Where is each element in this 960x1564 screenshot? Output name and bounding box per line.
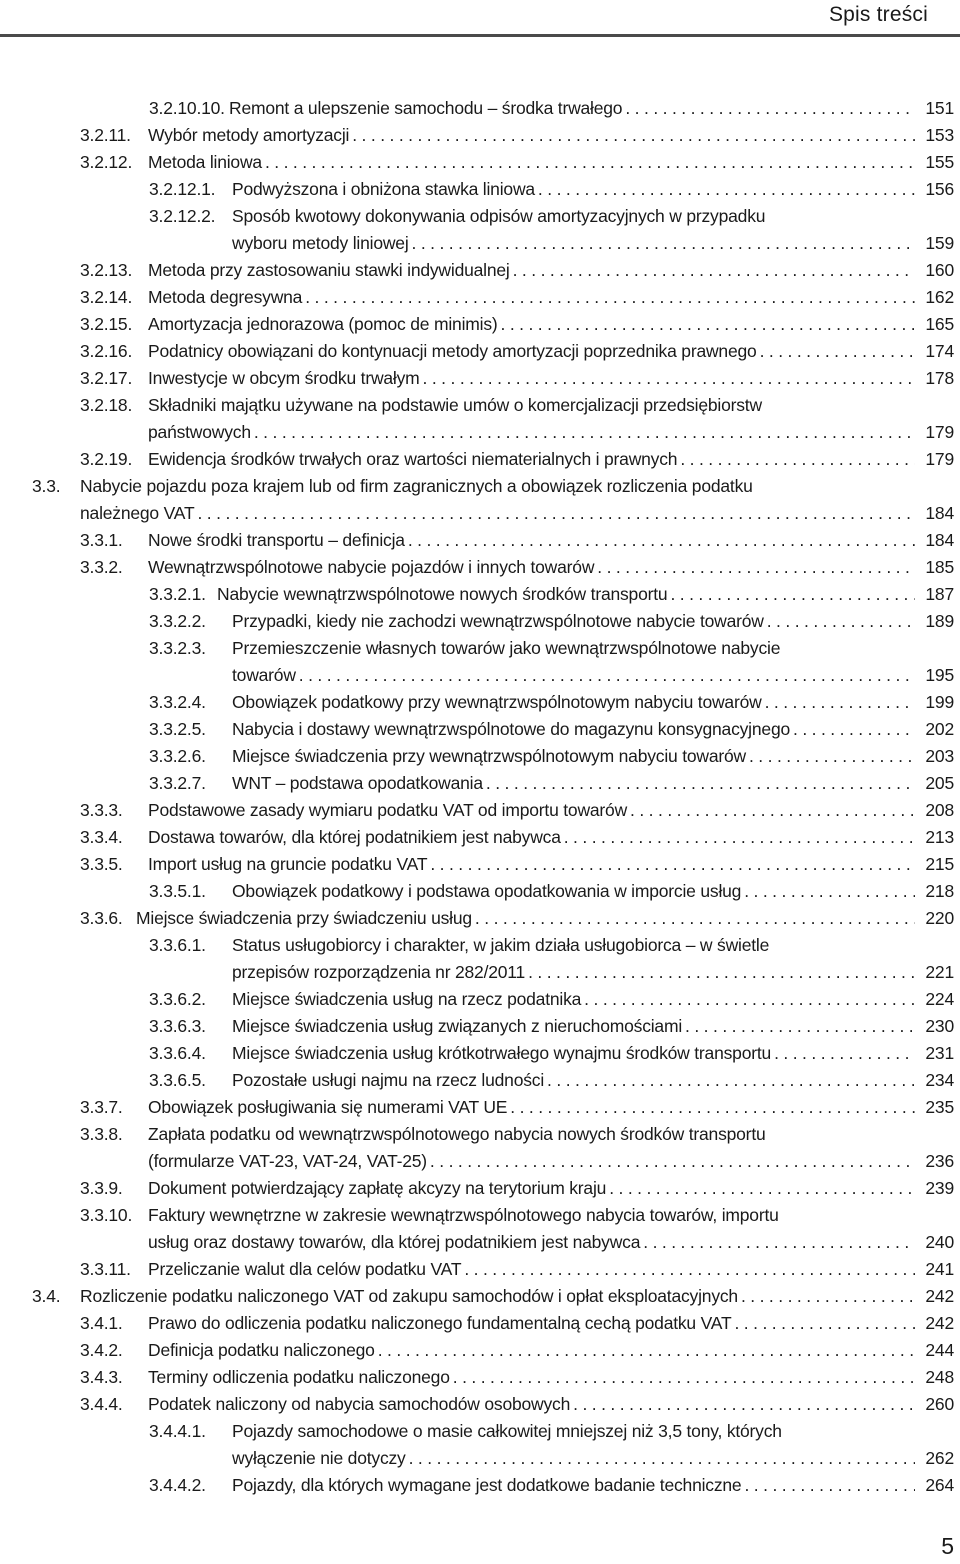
dot-leader [528,959,915,986]
toc-entry-number: 3.3.5.1. [149,881,206,901]
toc-entry-page: 174 [925,341,954,361]
toc-entry[interactable] [149,878,954,905]
toc-entry-title: Obowiązek posługiwania się numerami VAT UE [148,1097,508,1117]
toc-entry-number: 3.3. [32,476,61,496]
toc-entry-title-continued: należnego VAT [80,502,195,523]
dot-leader [423,365,915,392]
toc-entry-page: 195 [925,664,954,685]
dot-leader [486,770,915,797]
toc-entry-number: 3.2.13. [80,260,133,280]
dot-leader [430,1148,915,1175]
toc-entry-title: Ewidencja środków trwałych oraz wartości niematerialnych i prawnych [148,449,678,469]
toc-entry-title-continued: wyłączenie nie dotyczy [232,1447,406,1468]
dot-leader [734,1310,915,1337]
toc-entry[interactable] [80,1121,954,1174]
toc-entry-number: 3.3.2.2. [149,611,206,631]
dot-leader [744,878,915,905]
toc-entry-page: 156 [925,179,954,199]
dot-leader [408,527,915,554]
toc-entry-page: 153 [925,125,954,145]
toc-entry-page: 224 [925,989,954,1009]
toc-entry[interactable] [80,284,954,311]
toc-entry-number: 3.3.1. [80,530,123,550]
toc-entry-page: 231 [925,1043,954,1063]
dot-leader [475,905,915,932]
toc-entry-page: 179 [925,421,954,442]
toc-entry[interactable] [149,581,954,608]
dot-leader [538,176,915,203]
toc-entry-page: 242 [925,1286,954,1306]
toc-entry-number: 3.3.6.4. [149,1043,206,1063]
dot-leader [510,1094,915,1121]
dot-leader [744,1472,915,1499]
toc-entry[interactable] [149,1418,954,1471]
toc-entry-number: 3.3.2.4. [149,692,206,712]
toc-entry-number: 3.3.10. [80,1205,133,1225]
dot-leader [305,284,915,311]
header-title: Spis treści [828,3,928,26]
dot-leader [352,122,915,149]
toc-entry-page: 184 [925,502,954,523]
toc-entry-title: WNT – podstawa opodatkowania [232,773,483,793]
toc-entry-page: 215 [925,854,954,874]
toc-entry[interactable] [80,1202,954,1255]
toc-entry[interactable] [149,1040,954,1067]
dot-leader [685,1013,915,1040]
toc-entry-page: 203 [925,746,954,766]
toc-entry-page: 236 [925,1150,954,1171]
toc-entry-title: Miejsce świadczenia usług związanych z nieruchomościami [232,1016,683,1036]
toc-entry-page: 189 [925,611,954,631]
toc-entry-title: Faktury wewnętrzne w zakresie wewnątrzwspólnotowego nabycia towarów, importu [148,1205,779,1225]
toc-entry[interactable] [149,770,954,797]
dot-leader [760,338,915,365]
toc-entry-title: Obowiązek podatkowy i podstawa opodatkowania w imporcie usług [232,881,742,901]
toc-entry-number: 3.4.4.1. [149,1421,206,1441]
toc-entry-number: 3.4. [32,1286,61,1306]
toc-entry[interactable] [80,554,954,581]
toc-entry-number: 3.3.9. [80,1178,123,1198]
toc-entry-title: Wewnątrzwspólnotowe nabycie pojazdów i innych towarów [148,557,595,577]
toc-entry-page: 187 [925,584,954,604]
toc-entry[interactable] [149,932,954,985]
toc-entry-number: 3.3.11. [80,1259,131,1279]
toc-entry-number: 3.3.2.6. [149,746,206,766]
dot-leader [767,608,915,635]
toc-entry[interactable] [149,635,954,688]
toc-entry-page: 165 [925,314,954,334]
toc-entry-page: 155 [925,152,954,172]
toc-entry-page: 179 [925,449,954,469]
toc-entry-title-continued: państwowych [148,421,251,442]
toc-entry[interactable] [80,311,954,338]
toc-entry-title: Pojazdy, dla których wymagane jest dodatkowe badanie techniczne [232,1475,742,1495]
toc-entry-number: 3.2.11. [80,125,131,145]
toc-entry-page: 162 [925,287,954,307]
dot-leader [197,500,915,527]
toc-entry-number: 3.3.8. [80,1124,123,1144]
dot-leader [749,743,915,770]
toc-entry-title-continued: przepisów rozporządzenia nr 282/2011 [232,961,526,982]
toc-entry-number: 3.2.12. [80,152,133,172]
toc-entry-page: 184 [925,530,954,550]
toc-entry[interactable] [149,95,954,122]
toc-entry-page: 213 [925,827,954,847]
toc-entry-page: 160 [925,260,954,280]
toc-entry-title: Import usług na gruncie podatku VAT [148,854,428,874]
toc-entry-number: 3.3.7. [80,1097,123,1117]
toc-entry-title-continued: (formularze VAT-23, VAT-24, VAT-25) [148,1150,427,1171]
toc-entry-number: 3.2.14. [80,287,133,307]
dot-leader [547,1067,915,1094]
toc-entry[interactable] [80,1364,954,1391]
toc-entry-page: 230 [925,1016,954,1036]
toc-entry-page: 151 [925,98,954,118]
toc-entry-page: 248 [925,1367,954,1387]
toc-entry[interactable] [80,446,954,473]
toc-entry[interactable] [80,149,954,176]
toc-entry-number: 3.2.18. [80,395,133,415]
toc-entry[interactable] [149,1472,954,1499]
toc-entry-title: Amortyzacja jednorazowa (pomoc de minimis) [148,314,498,334]
dot-leader [564,824,915,851]
toc-entry-page: 240 [925,1231,954,1252]
toc-entry-page: 185 [925,557,954,577]
toc-entry[interactable] [80,1310,954,1337]
toc-entry-title: Metoda przy zastosowaniu stawki indywidualnej [148,260,510,280]
toc-entry-number: 3.2.10.10. [149,98,225,118]
toc-entry[interactable] [80,1391,954,1418]
toc-entry[interactable] [80,1256,954,1283]
toc-entry-page: 205 [925,773,954,793]
toc-entry[interactable] [80,392,954,445]
dot-leader [625,95,915,122]
toc-entry-number: 3.3.6.2. [149,989,206,1009]
toc-entry-number: 3.4.4.2. [149,1475,206,1495]
toc-entry[interactable] [80,797,954,824]
toc-entry-page: 239 [925,1178,954,1198]
dot-leader [630,797,915,824]
dot-leader [774,1040,915,1067]
toc-entry-title: Nabycie wewnątrzwspólnotowe nowych środków transportu [217,584,668,604]
toc-entry-title: Terminy odliczenia podatku naliczonego [148,1367,450,1387]
toc-entry-number: 3.3.6.3. [149,1016,206,1036]
dot-leader [670,581,915,608]
toc-entry[interactable] [80,122,954,149]
toc-entry[interactable] [149,608,954,635]
toc-entry-title: Podatek naliczony od nabycia samochodów osobowych [148,1394,571,1414]
toc-entry-number: 3.2.17. [80,368,133,388]
dot-leader [412,230,915,257]
toc-entry-title: Metoda liniowa [148,152,262,172]
toc-entry-number: 3.4.4. [80,1394,123,1414]
toc-entry[interactable] [149,1067,954,1094]
toc-entry[interactable] [80,905,954,932]
toc-entry-title: Miejsce świadczenia usług na rzecz podatnika [232,989,582,1009]
toc-entry-page: 234 [925,1070,954,1090]
toc-entry-title: Składniki majątku używane na podstawie umów o komercjalizacji przedsiębiorstw [148,395,762,415]
dot-leader [765,689,915,716]
toc-entry-number: 3.2.12.1. [149,179,216,199]
toc-entry-title: Podstawowe zasady wymiaru podatku VAT od importu towarów [148,800,628,820]
dot-leader [430,851,915,878]
dot-leader [643,1229,915,1256]
toc-entry-page: 235 [925,1097,954,1117]
toc-entry-title: Inwestycje w obcym środku trwałym [148,368,420,388]
toc-entry[interactable] [149,203,954,256]
toc-entry[interactable] [80,338,954,365]
toc-entry-number: 3.3.2. [80,557,123,577]
toc-entry-title: Nabycie pojazdu poza krajem lub od firm zagranicznych a obowiązek rozliczenia podatku [80,476,753,496]
toc-entry-page: 159 [925,232,954,253]
toc-entry-number: 3.3.3. [80,800,123,820]
toc-entry-number: 3.3.2.5. [149,719,206,739]
toc-entry-title: Zapłata podatku od wewnątrzwspólnotowego nabycia nowych środków transportu [148,1124,766,1144]
dot-leader [573,1391,915,1418]
toc-entry[interactable] [80,1094,954,1121]
toc-entry-number: 3.3.6.5. [149,1070,206,1090]
toc-entry[interactable] [149,1013,954,1040]
toc-entry-title: Miejsce świadczenia przy świadczeniu usług [136,908,472,928]
toc-entry-page: 242 [925,1313,954,1333]
toc-entry-title: Dokument potwierdzający zapłatę akcyzy na terytorium kraju [148,1178,607,1198]
toc-entry-title: Obowiązek podatkowy przy wewnątrzwspólnotowym nabyciu towarów [232,692,762,712]
dot-leader [409,1445,915,1472]
toc-entry-number: 3.3.2.1. [149,584,206,604]
toc-entry-title-continued: towarów [232,664,296,685]
toc-entry-page: 260 [925,1394,954,1414]
dot-leader [680,446,915,473]
page-number: 5 [941,1533,954,1559]
toc-entry[interactable] [149,743,954,770]
toc-entry[interactable] [149,716,954,743]
dot-leader [793,716,915,743]
toc-entry-title: Wybór metody amortyzacji [148,125,350,145]
toc-entry[interactable] [32,1283,954,1310]
toc-entry-page: 241 [925,1259,954,1279]
toc-entry[interactable] [80,257,954,284]
toc-entry-page: 208 [925,800,954,820]
toc-entry-number: 3.2.16. [80,341,133,361]
toc-entry-title: Sposób kwotowy dokonywania odpisów amortyzacyjnych w przypadku [232,206,766,226]
toc-entry-page: 199 [925,692,954,712]
toc-entry-page: 264 [925,1475,954,1495]
toc-entry-title: Przeliczanie walut dla celów podatku VAT [148,1259,462,1279]
toc-entry[interactable] [80,527,954,554]
toc-entry-title: Miejsce świadczenia przy wewnątrzwspólnotowym nabyciu towarów [232,746,746,766]
dot-leader [254,419,915,446]
toc-entry-title-continued: usług oraz dostawy towarów, dla której podatnikiem jest nabywca [148,1231,641,1252]
toc-entry-number: 3.3.5. [80,854,123,874]
dot-leader [265,149,915,176]
toc-entry-title: Miejsce świadczenia usług krótkotrwałego wynajmu środków transportu [232,1043,772,1063]
toc-entry-title: Pozostałe usługi najmu na rzecz ludności [232,1070,545,1090]
dot-leader [501,311,915,338]
toc-entry-title: Pojazdy samochodowe o masie całkowitej mniejszej niż 3,5 tony, których [232,1421,782,1441]
dot-leader [513,257,915,284]
toc-entry-title: Podwyższona i obniżona stawka liniowa [232,179,535,199]
toc-entry-title: Przemieszczenie własnych towarów jako wewnątrzwspólnotowe nabycie [232,638,781,658]
toc-entry-title: Definicja podatku naliczonego [148,1340,375,1360]
toc-entry-page: 202 [925,719,954,739]
toc-entry[interactable] [80,1175,954,1202]
toc-entry-number: 3.2.12.2. [149,206,216,226]
toc-entry-number: 3.2.15. [80,314,133,334]
toc-entry-title: Podatnicy obowiązani do kontynuacji metody amortyzacji poprzednika prawnego [148,341,757,361]
toc-entry-page: 221 [925,961,954,982]
toc-entry-page: 262 [925,1447,954,1468]
header-rule [0,34,960,37]
dot-leader [299,662,915,689]
toc-entry-number: 3.4.3. [80,1367,123,1387]
dot-leader [609,1175,915,1202]
toc-entry-number: 3.3.2.7. [149,773,206,793]
toc-entry-title-continued: wyboru metody liniowej [232,232,409,253]
toc-entry-number: 3.2.19. [80,449,133,469]
toc-entry-title: Nowe środki transportu – definicja [148,530,405,550]
toc-entry-number: 3.3.2.3. [149,638,206,658]
toc-entry[interactable] [149,986,954,1013]
toc-entry-number: 3.4.2. [80,1340,123,1360]
dot-leader [453,1364,915,1391]
toc-entry[interactable] [80,1337,954,1364]
dot-leader [741,1283,915,1310]
toc-entry-title: Rozliczenie podatku naliczonego VAT od zakupu samochodów i opłat eksploatacyjnych [80,1286,738,1306]
toc-entry-title: Status usługobiorcy i charakter, w jakim działa usługobiorca – w świetle [232,935,770,955]
toc-entry-number: 3.3.6.1. [149,935,206,955]
toc-entry-title: Remont a ulepszenie samochodu – środka trwałego [229,98,623,118]
toc-entry-page: 220 [925,908,954,928]
dot-leader [584,986,915,1013]
toc-entry-title: Metoda degresywna [148,287,303,307]
dot-leader [464,1256,915,1283]
toc-entry-title: Prawo do odliczenia podatku naliczonego fundamentalną cechą podatku VAT [148,1313,732,1333]
toc-entry-number: 3.3.4. [80,827,123,847]
toc-entry-page: 244 [925,1340,954,1360]
toc-entry-title: Przypadki, kiedy nie zachodzi wewnątrzwspólnotowe nabycie towarów [232,611,764,631]
dot-leader [378,1337,915,1364]
toc-entry-number: 3.4.1. [80,1313,123,1333]
toc-entry-page: 218 [925,881,954,901]
toc-entry[interactable] [80,365,954,392]
toc-entry[interactable] [149,689,954,716]
toc-entry[interactable] [80,851,954,878]
toc-entry[interactable] [80,824,954,851]
toc-entry-title: Nabycia i dostawy wewnątrzwspólnotowe do magazynu konsygnacyjnego [232,719,791,739]
toc-entry-page: 178 [925,368,954,388]
toc-entry[interactable] [32,473,954,526]
dot-leader [597,554,915,581]
toc-entry-number: 3.3.6. [80,908,123,928]
toc-entry-title: Dostawa towarów, dla której podatnikiem jest nabywca [148,827,561,847]
toc-entry[interactable] [149,176,954,203]
